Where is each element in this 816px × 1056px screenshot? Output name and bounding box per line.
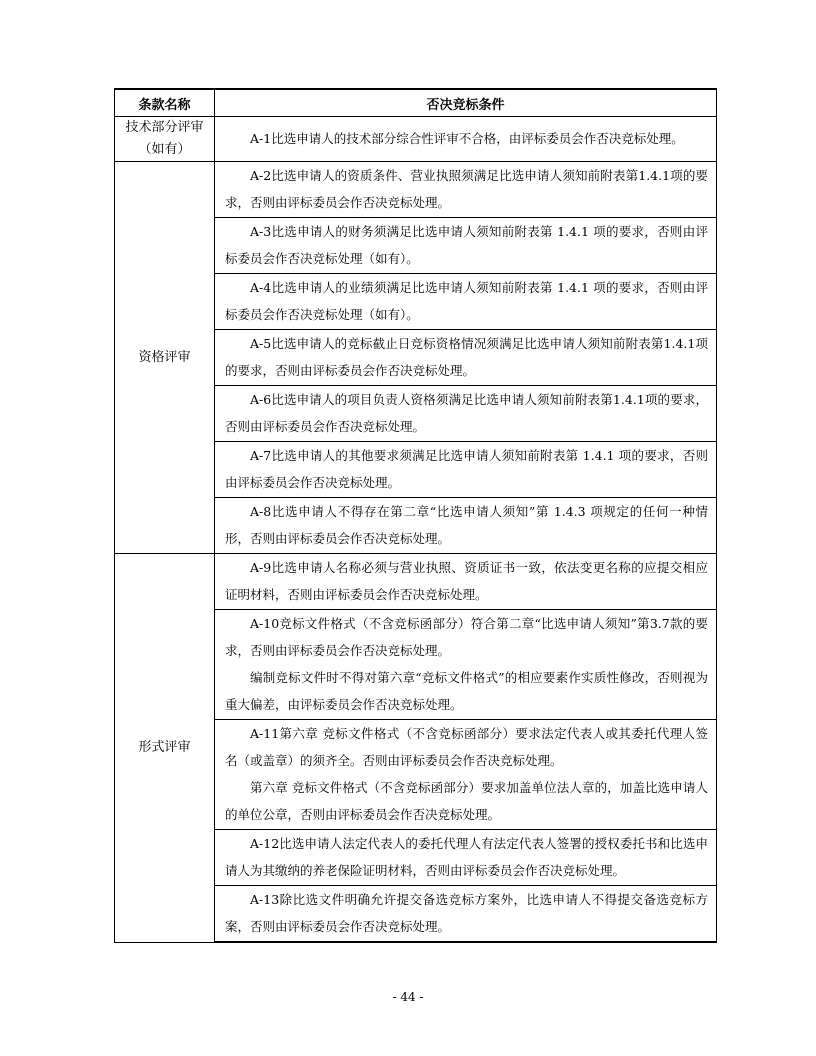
- table-header-row: [115, 89, 717, 117]
- criterion-cell: [215, 554, 717, 610]
- table-row: [115, 117, 717, 162]
- page-number: - 44 -: [392, 990, 424, 1004]
- section-name-line: 形式评审: [138, 739, 191, 755]
- criterion-text: A-6比选申请人的项目负责人资格须满足比选申请人须知前附表第1.4.1项的要求，否则由评标委员会作否决竞标处理。: [225, 392, 708, 434]
- criterion-text: A-7比选申请人的其他要求须满足比选申请人须知前附表第 1.4.1 项的要求，否则由评标委员会作否决竞标处理。: [225, 448, 708, 490]
- section-name-line: 资格评审: [138, 349, 191, 365]
- criterion-text: A-1比选申请人的技术部分综合性评审不合格，由评标委员会作否决竞标处理。: [250, 131, 684, 146]
- reject-conditions-header: 否决竞标条件: [215, 89, 717, 117]
- criterion-text: A-9比选申请人名称必须与营业执照、资质证书一致，依法变更名称的应提交相应证明材料，否则由评标委员会作否决竞标处理。: [225, 560, 708, 602]
- criterion-cell: [215, 886, 717, 943]
- criterion-cell: [215, 610, 717, 720]
- criterion-text: A-12比选申请人法定代表人的委托代理人有法定代表人签署的授权委托书和比选申请人为其缴纳的养老保险证明材料，否则由评标委员会作否决竞标处理。: [225, 836, 708, 878]
- criterion-cell: [215, 117, 717, 162]
- criterion-cell: [215, 498, 717, 554]
- clause-name-header: 条款名称: [115, 89, 215, 117]
- table-row: [115, 554, 717, 610]
- section-name-line: 技术部分评审: [125, 120, 204, 135]
- criterion-text: A-3比选申请人的财务须满足比选申请人须知前附表第 1.4.1 项的要求，否则由评标委员会作否决竞标处理（如有）。: [225, 224, 708, 266]
- criterion-cell: [215, 442, 717, 498]
- section-name-cell: [115, 554, 215, 943]
- criterion-text: A-11第六章 竞标文件格式（不含竞标函部分）要求法定代表人或其委托代理人签名（或盖章）的须齐全。否则由评标委员会作否决竞标处理。: [225, 726, 708, 768]
- criterion-cell: [215, 386, 717, 442]
- criterion-text: 第六章 竞标文件格式（不含竞标函部分）要求加盖单位法人章的，加盖比选申请人的单位公章，否则由评标委员会作否决竞标处理。: [225, 780, 708, 822]
- section-name-cell: [115, 162, 215, 554]
- criterion-text: A-10竞标文件格式（不含竞标函部分）符合第二章“比选申请人须知”第3.7款的要求，否则由评标委员会作否决竞标处理。: [225, 616, 708, 658]
- criterion-cell: [215, 218, 717, 274]
- criterion-text: A-2比选申请人的资质条件、营业执照须满足比选申请人须知前附表第1.4.1项的要求，否则由评标委员会作否决竞标处理。: [225, 168, 708, 210]
- section-name-cell: [115, 117, 215, 162]
- criterion-cell: [215, 274, 717, 330]
- table-body: [115, 117, 717, 943]
- criterion-cell: [215, 830, 717, 886]
- criterion-text: A-5比选申请人的竞标截止日竞标资格情况须满足比选申请人须知前附表第1.4.1项的要求，否则由评标委员会作否决竞标处理。: [225, 336, 708, 378]
- criterion-cell: [215, 330, 717, 386]
- rejection-criteria-table: [114, 88, 717, 943]
- criterion-text: A-4比选申请人的业绩须满足比选申请人须知前附表第 1.4.1 项的要求，否则由评标委员会作否决竞标处理（如有）。: [225, 280, 708, 322]
- criterion-text: A-8比选申请人不得存在第二章“比选申请人须知”第 1.4.3 项规定的任何一种情形，否则由评标委员会作否决竞标处理。: [225, 504, 708, 546]
- section-name-line: （如有）: [138, 142, 191, 157]
- table-row: [115, 162, 717, 218]
- criterion-text: A-13除比选文件明确允许提交备选竞标方案外，比选申请人不得提交备选竞标方案，否则由评标委员会作否决竞标处理。: [225, 892, 708, 934]
- criterion-cell: [215, 720, 717, 830]
- criterion-text: 编制竞标文件时不得对第六章“竞标文件格式”的相应要素作实质性修改，否则视为重大偏差，由评标委员会作否决竞标处理。: [225, 670, 708, 712]
- criterion-cell: [215, 162, 717, 218]
